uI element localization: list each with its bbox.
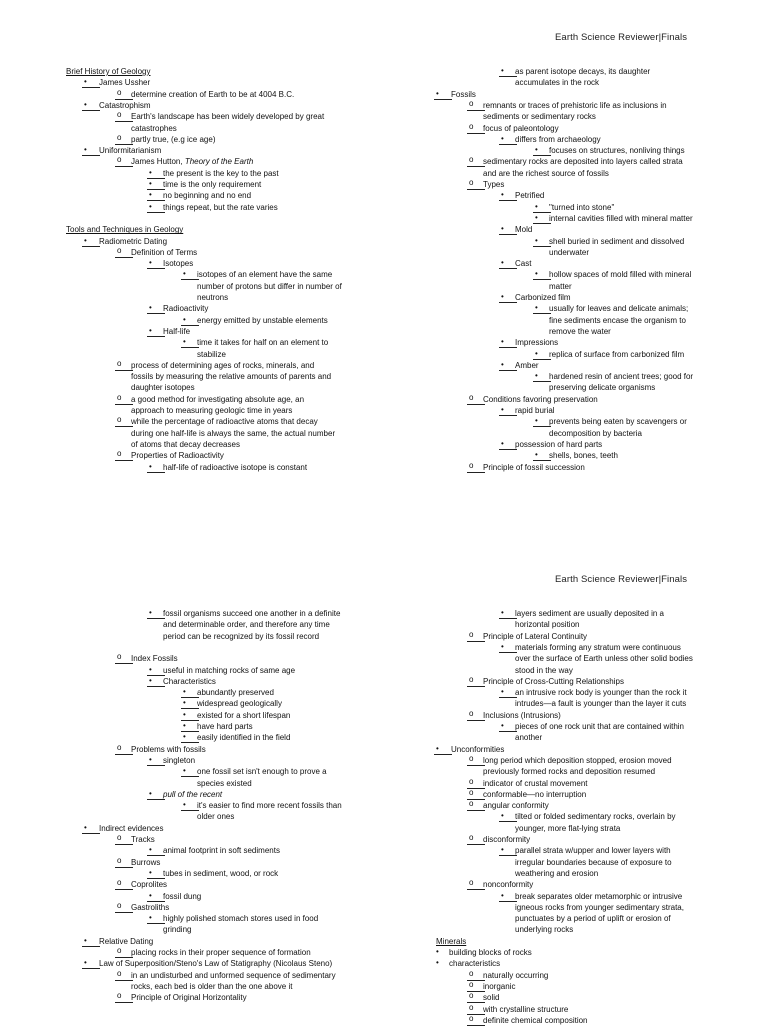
item-label: number of protons but differ in number of (197, 281, 342, 291)
item-text (197, 698, 282, 709)
item-text (515, 134, 601, 145)
item-label: inorganic (483, 981, 516, 991)
item-text (515, 608, 664, 619)
item-label: placing rocks in their proper sequence of formation (131, 948, 311, 957)
item-text (515, 665, 573, 676)
item-label: Uniformitarianism (99, 146, 162, 156)
item-italic-label: Theory of the Earth (184, 157, 254, 167)
item-label: time it takes for half on an element to (197, 338, 329, 348)
item-text (131, 111, 324, 122)
item-text (99, 823, 163, 834)
item-text (515, 845, 671, 856)
item-label: decomposition by bacteria (549, 428, 642, 438)
item-label: solid (483, 993, 500, 1003)
item-text (449, 947, 532, 958)
item-label: pieces of one rock unit that are contained within (515, 722, 684, 731)
item-text (515, 868, 598, 879)
item-label: Impressions (515, 338, 559, 348)
item-label: Conditions favoring preservation (483, 394, 598, 404)
item-label: of atoms that decay decreases (131, 439, 240, 449)
item-text (163, 326, 190, 337)
item-text (515, 721, 684, 732)
item-text (483, 879, 533, 890)
item-label: stood in the way (515, 665, 573, 675)
item-label: fossil organisms succeed one another in a definite (163, 609, 341, 618)
item-label: Earth's landscape has been widely developed by great (131, 112, 325, 122)
item-text (163, 913, 318, 924)
item-text (549, 281, 572, 292)
item-label: irregular boundaries because of exposure to (515, 857, 672, 867)
item-text (163, 755, 195, 766)
item-label: neutrons (197, 293, 229, 302)
item-text (515, 642, 681, 653)
item-label: differs from archaeology (515, 134, 601, 144)
item-label: stabilize (197, 349, 226, 359)
item-text (449, 958, 500, 969)
item-text (131, 134, 215, 145)
item-text (549, 269, 691, 280)
item-text (483, 123, 559, 134)
item-label: Inclusions (Intrusions) (483, 710, 561, 720)
item-text (515, 698, 686, 709)
item-label: process of determining ages of rocks, minerals, and (131, 360, 315, 370)
item-label: horizontal position (515, 620, 580, 630)
item-label: grinding (163, 925, 192, 935)
item-label: hardened resin of ancient trees; good for (549, 372, 694, 382)
bullet-icon (82, 236, 100, 247)
item-label: Amber (515, 360, 539, 370)
item-text (163, 789, 222, 800)
item-text (131, 394, 304, 405)
item-label: species existed (197, 778, 252, 788)
item-label: building blocks of rocks (449, 948, 532, 957)
item-text (163, 608, 340, 619)
item-label: Fossils (451, 89, 476, 99)
item-text (549, 349, 684, 360)
item-label: prevents being eaten by scavengers or (549, 417, 687, 427)
item-label: previously formed rocks and deposition resumed (483, 767, 656, 777)
item-text (131, 992, 247, 1003)
bullet-icon (82, 145, 100, 156)
item-label: singleton (163, 755, 196, 765)
item-label: intrudes—a fault is younger than the layer it cuts (515, 699, 687, 709)
item-label: no beginning and no end (163, 191, 252, 201)
item-label: Gastroliths (131, 902, 170, 912)
item-text (131, 653, 178, 664)
item-label: James Ussher (99, 78, 151, 88)
item-label: nonconformity (483, 880, 534, 890)
item-label: with crystalline structure (483, 1004, 569, 1014)
item-text (131, 450, 224, 461)
item-label: Cast (515, 259, 532, 269)
item-label: Tools and Techniques in Geology (66, 225, 184, 235)
item-label: break separates older metamorphic or intrusive (515, 891, 683, 901)
item-text (131, 156, 253, 167)
item-text (197, 337, 328, 348)
item-label: easily identified in the field (197, 733, 291, 743)
item-text (131, 416, 318, 427)
item-label: Properties of Radioactivity (131, 451, 224, 461)
item-text (163, 676, 216, 687)
item-text (515, 224, 532, 235)
item-label: punctuates by a period of uplift or erosion of (515, 914, 671, 924)
item-text (515, 405, 555, 416)
item-label: highly polished stomach stores used in food (163, 914, 319, 924)
item-text (131, 405, 292, 416)
item-text (131, 360, 314, 371)
item-label: Brief History of Geology (66, 67, 151, 76)
item-text (99, 77, 150, 88)
item-text (131, 834, 155, 845)
item-text (549, 247, 589, 258)
item-text (163, 190, 251, 201)
item-label: Radiometric Dating (99, 236, 168, 246)
item-text (99, 936, 153, 947)
item-text (131, 439, 240, 450)
item-text (483, 834, 530, 845)
item-text (483, 394, 598, 405)
item-label: abundantly preserved (197, 688, 274, 698)
bullet-icon (434, 744, 452, 755)
item-text (549, 315, 686, 326)
item-text (197, 710, 290, 721)
item-label: Characteristics (163, 676, 216, 686)
item-text (483, 1004, 568, 1015)
item-label: tilted or folded sedimentary rocks, overlain by (515, 812, 676, 822)
item-label: indicator of crustal movement (483, 778, 588, 788)
item-text (483, 766, 655, 777)
item-text (515, 891, 682, 902)
page-header-2: Earth Science Reviewer|Finals (555, 574, 688, 585)
item-label: shell buried in sediment and dissolved (549, 236, 685, 246)
item-text (515, 732, 542, 743)
item-label: Principle of Cross-Cutting Relationships (483, 676, 624, 686)
item-label: during one half-life is always the same, the actual number (131, 428, 336, 438)
item-label: daughter isotopes (131, 383, 195, 393)
item-text (483, 100, 667, 111)
item-text (197, 269, 332, 280)
item-label: Definition of Terms (131, 247, 198, 257)
item-label: Types (483, 180, 505, 189)
item-text (131, 857, 160, 868)
item-label: existed for a short lifespan (197, 710, 291, 720)
item-text (515, 292, 571, 303)
item-text (197, 315, 328, 326)
item-text (483, 981, 515, 992)
item-text (163, 665, 295, 676)
item-label: focuses on structures, nonliving things (549, 146, 685, 156)
item-label: the present is the key to the past (163, 168, 279, 178)
item-label: period can be recognized by its fossil record (163, 631, 320, 641)
item-text (483, 111, 596, 122)
item-label: shells, bones, teeth (549, 451, 618, 461)
item-label: James Hutton, (131, 157, 185, 167)
item-label: internal cavities filled with mineral matter (549, 213, 693, 223)
heading-text (436, 936, 466, 947)
item-text (483, 800, 549, 811)
item-label: Burrows (131, 857, 161, 867)
item-label: weathering and erosion (515, 868, 599, 878)
item-text (131, 970, 336, 981)
item-text (163, 619, 330, 630)
item-label: it's easier to find more recent fossils than (197, 801, 342, 811)
item-text (549, 145, 685, 156)
item-label: over the surface of Earth unless other solid bodies (515, 654, 693, 664)
item-text (99, 236, 167, 247)
item-text (515, 811, 676, 822)
bullet-icon (82, 958, 100, 969)
item-label: angular conformity (483, 801, 549, 811)
item-label: older ones (197, 812, 235, 822)
item-text (515, 190, 544, 201)
item-label: useful in matching rocks of same age (163, 665, 296, 675)
item-label: and are the richest source of fossils (483, 168, 609, 178)
item-label: Principle of Lateral Continuity (483, 631, 588, 641)
item-italic-label: pull of the recent (163, 789, 223, 799)
item-label: and determinable order, and therefore any time (163, 620, 330, 630)
item-label: preserving delicate organisms (549, 383, 656, 393)
item-text (131, 947, 311, 958)
item-label: remnants or traces of prehistoric life as inclusions in (483, 100, 667, 110)
item-text (515, 653, 693, 664)
item-label: Problems with fossils (131, 744, 206, 754)
item-label: Index Fossils (131, 654, 178, 664)
item-text (197, 778, 252, 789)
item-text (163, 845, 280, 856)
page-header-1: Earth Science Reviewer|Finals (555, 32, 688, 43)
item-text (515, 360, 539, 371)
item-label: Law of Superposition/Steno's Law of Statigraphy (Nicolaus Steno) (99, 959, 333, 969)
item-label: Principle of fossil succession (483, 462, 585, 472)
item-text (483, 179, 504, 190)
item-text (549, 202, 614, 213)
heading-text (66, 224, 183, 235)
item-text (549, 236, 684, 247)
item-label: tubes in sediment, wood, or rock (163, 868, 279, 878)
item-label: Catastrophism (99, 100, 151, 110)
item-text (483, 631, 587, 642)
item-label: Carbonized film (515, 293, 571, 302)
item-text (515, 77, 599, 88)
item-text (131, 382, 195, 393)
item-text (549, 326, 611, 337)
item-text (483, 462, 585, 473)
item-label: things repeat, but the rate varies (163, 202, 278, 212)
item-text (483, 778, 588, 789)
item-text (549, 382, 655, 393)
item-label: half-life of radioactive isotope is constant (163, 462, 308, 472)
item-label: parallel strata w/upper and lower layers with (515, 846, 671, 856)
item-label: igneous rocks from younger sedimentary strata, (515, 902, 684, 912)
item-label: an intrusive rock body is younger than the rock it (515, 688, 687, 698)
item-text (451, 744, 504, 755)
item-label: Principle of Original Horizontality (131, 993, 247, 1003)
item-label: "turned into stone" (549, 202, 615, 212)
item-text (131, 744, 206, 755)
item-text (163, 868, 278, 879)
item-text (549, 416, 687, 427)
item-label: a good method for investigating absolute age, an (131, 394, 305, 404)
bullet-icon (82, 100, 100, 111)
item-text (197, 292, 228, 303)
item-text (131, 89, 294, 100)
bullet-icon (82, 936, 100, 947)
item-label: Radioactivity (163, 304, 209, 314)
item-text (197, 721, 253, 732)
item-label: underlying rocks (515, 925, 574, 935)
bullet-icon (82, 823, 100, 834)
item-text (549, 428, 642, 439)
item-label: conformable—no interruption (483, 789, 587, 799)
item-text (197, 349, 226, 360)
item-text (197, 687, 274, 698)
item-text (483, 992, 499, 1003)
item-label: partly true, (e.g ice age) (131, 134, 216, 144)
item-label: Isotopes (163, 259, 194, 269)
bullet-icon (434, 89, 452, 100)
item-label: as parent isotope decays, its daughter (515, 67, 651, 76)
item-label: layers sediment are usually deposited in a (515, 609, 664, 618)
item-text (483, 156, 683, 167)
item-text (515, 337, 558, 348)
item-label: determine creation of Earth to be at 4004 B.C. (131, 89, 295, 99)
item-text (197, 732, 290, 743)
item-text (131, 902, 169, 913)
item-text (131, 428, 335, 439)
item-text (163, 168, 279, 179)
item-text (197, 281, 342, 292)
item-label: animal footprint in soft sediments (163, 846, 280, 856)
item-label: fossil dung (163, 891, 202, 901)
item-label: matter (549, 281, 572, 291)
item-text (549, 450, 618, 461)
item-label: remove the water (549, 326, 611, 336)
item-text (515, 687, 687, 698)
item-text (163, 462, 307, 473)
item-text (163, 258, 193, 269)
item-label: one fossil set isn't enough to prove a (197, 767, 327, 777)
item-text (131, 981, 292, 992)
item-text (197, 800, 342, 811)
item-text (483, 168, 609, 179)
item-label: while the percentage of radioactive atoms that decay (131, 417, 318, 427)
item-text (131, 247, 197, 258)
item-label: naturally occurring (483, 970, 549, 980)
item-text (131, 879, 167, 890)
item-text (99, 958, 332, 969)
item-text (549, 303, 688, 314)
item-text (515, 902, 684, 913)
item-text (163, 891, 201, 902)
item-label: focus of paleontology (483, 123, 559, 133)
item-label: in an undisturbed and unformed sequence of sedimentary (131, 970, 336, 980)
item-label: characteristics (449, 959, 501, 969)
item-label: materials forming any stratum were continuous (515, 642, 681, 652)
item-text (515, 258, 531, 269)
item-text (515, 924, 573, 935)
item-text (483, 710, 561, 721)
item-text (131, 123, 177, 134)
item-label: another (515, 733, 543, 743)
item-label: sedimentary rocks are deposited into layers called strata (483, 157, 683, 167)
item-text (515, 619, 579, 630)
item-text (515, 66, 650, 77)
item-label: rapid burial (515, 406, 555, 415)
item-text (163, 924, 191, 935)
item-label: underwater (549, 247, 590, 257)
item-text (515, 439, 602, 450)
item-text (515, 823, 620, 834)
item-label: sediments or sedimentary rocks (483, 112, 596, 122)
item-text (515, 857, 672, 868)
item-label: time is the only requirement (163, 180, 262, 189)
item-label: accumulates in the rock (515, 78, 600, 88)
item-label: possession of hard parts (515, 439, 603, 449)
item-text (99, 100, 151, 111)
item-label: approach to measuring geologic time in years (131, 406, 293, 415)
item-text (197, 766, 327, 777)
item-text (99, 145, 161, 156)
item-text (197, 811, 234, 822)
item-text (549, 371, 693, 382)
item-label: hollow spaces of mold filled with mineral (549, 270, 692, 280)
item-label: younger, more flat-lying strata (515, 823, 621, 833)
item-text (515, 913, 671, 924)
heading-text (66, 66, 150, 77)
bullet-icon (82, 77, 100, 88)
item-label: Relative Dating (99, 936, 154, 946)
item-label: have hard parts (197, 722, 253, 731)
item-label: energy emitted by unstable elements (197, 315, 328, 325)
item-label: Tracks (131, 835, 155, 844)
item-label: Half-life (163, 326, 191, 336)
item-label: rocks, each bed is older than the one above it (131, 981, 293, 991)
item-text (483, 1015, 588, 1026)
item-label: fine sediments encase the organism to (549, 315, 686, 325)
item-text (163, 631, 319, 642)
item-text (163, 202, 278, 213)
item-label: Petrified (515, 191, 545, 201)
item-label: Mold (515, 225, 533, 235)
item-label: definite chemical composition (483, 1015, 588, 1025)
item-label: Unconformities (451, 744, 505, 754)
item-label: Minerals (436, 936, 467, 946)
item-text (483, 789, 586, 800)
item-label: Coprolites (131, 880, 168, 890)
item-label: fossils by measuring the relative amounts of parents and (131, 372, 332, 382)
item-label: widespread geologically (197, 699, 282, 709)
item-label: disconformity (483, 835, 531, 844)
item-text (483, 676, 624, 687)
item-text (163, 303, 208, 314)
item-label: isotopes of an element have the same (197, 270, 333, 280)
item-text (483, 755, 672, 766)
item-text (549, 213, 693, 224)
item-text (483, 970, 548, 981)
item-label: catastrophes (131, 123, 177, 133)
item-label: usually for leaves and delicate animals; (549, 304, 689, 314)
item-text (131, 371, 331, 382)
item-text (163, 179, 261, 190)
item-label: replica of surface from carbonized film (549, 349, 685, 359)
item-label: Indirect evidences (99, 823, 164, 833)
item-label: long period which deposition stopped, erosion moved (483, 755, 672, 765)
